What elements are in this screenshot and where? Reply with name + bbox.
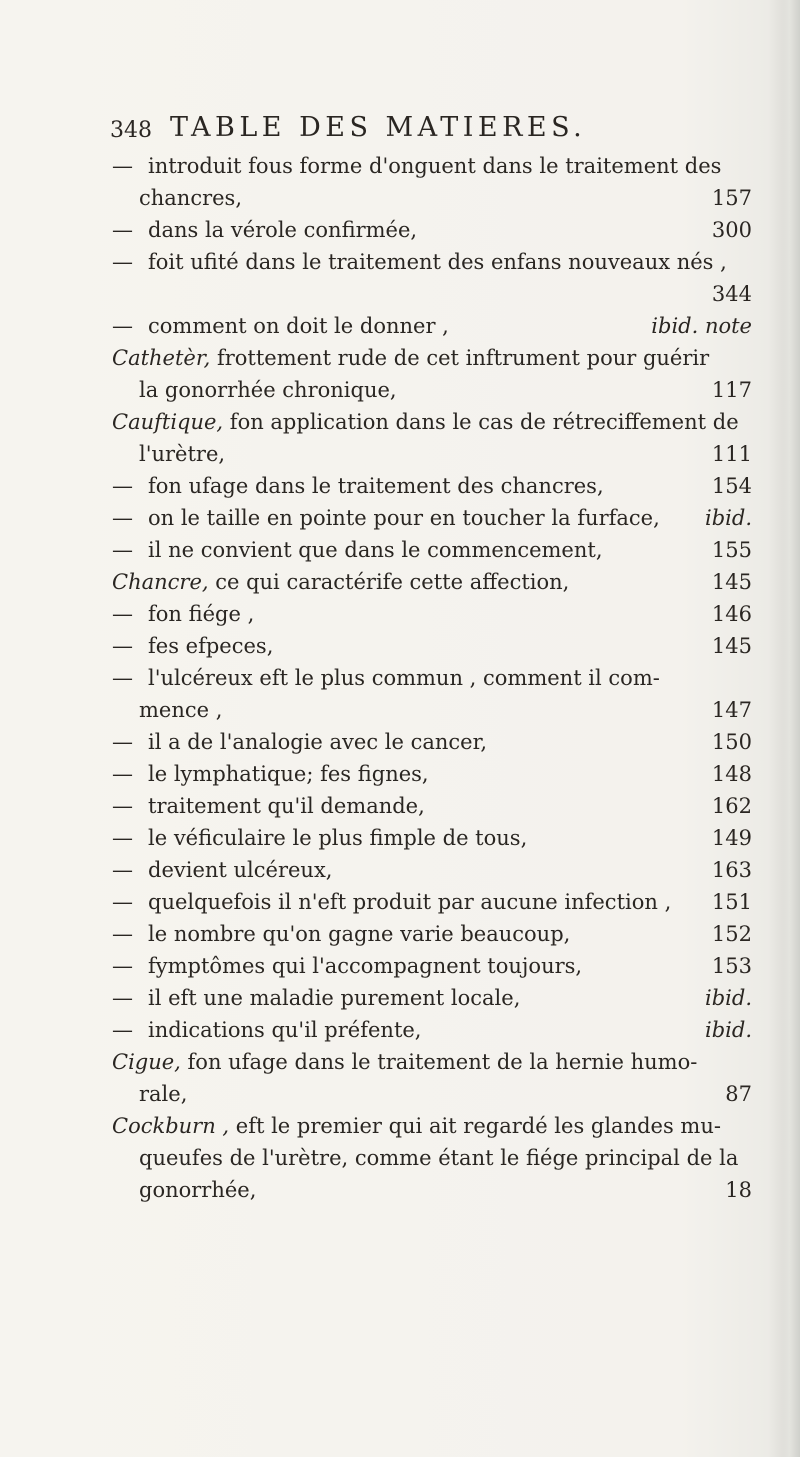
entry-text: fon fiége , xyxy=(148,602,255,626)
entry-text: indications qu'il préfente, xyxy=(148,1018,422,1042)
subentry-dash: — xyxy=(112,154,133,178)
entry-text: l'ulcéreux eft le plus commun , comment il com- xyxy=(148,666,660,690)
entry-text: le nombre qu'on gagne varie beaucoup, xyxy=(148,922,571,946)
entry-text: eft le premier qui ait regardé les glandes mu- xyxy=(235,1114,721,1138)
index-subentry xyxy=(112,502,752,534)
subentry-dash: — xyxy=(112,314,133,338)
page-reference: 157 xyxy=(711,186,752,210)
entry-text: foit ufité dans le traitement des enfans nouveaux nés , xyxy=(148,250,727,274)
subentry-dash: — xyxy=(112,922,133,946)
index-entries xyxy=(112,150,752,1206)
index-subentry xyxy=(112,726,752,758)
index-subentry xyxy=(112,662,752,694)
subentry-dash: — xyxy=(112,602,133,626)
index-subentry xyxy=(112,246,752,278)
index-subentry xyxy=(112,470,752,502)
index-subentry xyxy=(112,630,752,662)
entry-text: introduit fous forme d'onguent dans le traitement des xyxy=(148,154,722,178)
page-reference: ibid. xyxy=(705,506,752,530)
page-reference: ibid. xyxy=(705,1018,752,1042)
index-subentry xyxy=(112,310,752,342)
subentry-dash: — xyxy=(112,794,133,818)
page-reference: 163 xyxy=(711,858,752,882)
entry-text: rale, xyxy=(139,1082,188,1106)
index-subentry xyxy=(112,822,752,854)
page-reference: 111 xyxy=(711,442,752,466)
subentry-dash: — xyxy=(112,762,133,786)
page-reference: 145 xyxy=(711,634,752,658)
entry-text: il eft une maladie purement locale, xyxy=(148,986,521,1010)
entry-text: il a de l'analogie avec le cancer, xyxy=(148,730,487,754)
entry-headword: Cockburn , xyxy=(112,1114,236,1138)
index-entry xyxy=(112,566,752,598)
subentry-dash: — xyxy=(112,474,133,498)
page-edge-shadow xyxy=(782,0,800,1457)
entry-text: le lymphatique; fes fignes, xyxy=(148,762,429,786)
index-subentry xyxy=(112,918,752,950)
index-subentry xyxy=(112,534,752,566)
page-reference: 147 xyxy=(711,698,752,722)
index-entry-continuation xyxy=(112,1174,752,1206)
entry-headword: Cauftique, xyxy=(112,410,230,434)
index-entry xyxy=(112,1110,752,1142)
entry-text: mence , xyxy=(139,698,223,722)
page-reference: 162 xyxy=(711,794,752,818)
index-entry-continuation xyxy=(112,438,752,470)
subentry-dash: — xyxy=(112,890,133,914)
index-subentry xyxy=(112,790,752,822)
index-subentry xyxy=(112,150,752,182)
index-subentry xyxy=(112,214,752,246)
page-reference: 148 xyxy=(711,762,752,786)
index-subentry xyxy=(112,886,752,918)
subentry-dash: — xyxy=(112,634,133,658)
subentry-dash: — xyxy=(112,986,133,1010)
page-reference: 151 xyxy=(711,890,752,914)
entry-text: fes efpeces, xyxy=(148,634,274,658)
page-reference: ibid. note xyxy=(651,314,752,338)
page-reference: 300 xyxy=(711,218,752,242)
entry-text: ce qui caractérife cette affection, xyxy=(215,570,570,594)
entry-text: traitement qu'il demande, xyxy=(148,794,425,818)
index-entry xyxy=(112,342,752,374)
subentry-dash: — xyxy=(112,506,133,530)
page-reference: 150 xyxy=(711,730,752,754)
page-reference: 153 xyxy=(711,954,752,978)
page-title: TABLE DES MATIERES. xyxy=(170,112,587,143)
entry-headword: Cathetèr, xyxy=(112,346,217,370)
entry-text: on le taille en pointe pour en toucher la furface, xyxy=(148,506,660,530)
entry-text: devient ulcéreux, xyxy=(148,858,333,882)
page-number: 348 xyxy=(110,118,152,143)
index-subentry xyxy=(112,982,752,1014)
entry-text: la gonorrhée chronique, xyxy=(139,378,397,402)
index-entry-continuation xyxy=(112,1078,752,1110)
entry-text: chancres, xyxy=(139,186,243,210)
page-reference: 155 xyxy=(711,538,752,562)
page-reference: 87 xyxy=(725,1082,752,1106)
entry-text: fymptômes qui l'accompagnent toujours, xyxy=(148,954,583,978)
page-ref-line xyxy=(112,278,752,310)
index-subentry xyxy=(112,758,752,790)
page-reference: 154 xyxy=(711,474,752,498)
entry-text: comment on doit le donner , xyxy=(148,314,449,338)
page-reference: 146 xyxy=(711,602,752,626)
index-subentry xyxy=(112,950,752,982)
index-entry-continuation xyxy=(112,694,752,726)
entry-text: il ne convient que dans le commencement, xyxy=(148,538,603,562)
entry-text: quelquefois il n'eft produit par aucune infection , xyxy=(148,890,672,914)
subentry-dash: — xyxy=(112,666,133,690)
index-entry-continuation xyxy=(112,1142,752,1174)
page-reference: 145 xyxy=(711,570,752,594)
page-reference: 117 xyxy=(711,378,752,402)
entry-text: queufes de l'urètre, comme étant le fiége principal de la xyxy=(139,1146,739,1170)
subentry-dash: — xyxy=(112,858,133,882)
subentry-dash: — xyxy=(112,730,133,754)
entry-text: fon ufage dans le traitement de la hernie humo- xyxy=(187,1050,698,1074)
entry-text: fon application dans le cas de rétreciffement de xyxy=(229,410,739,434)
page-reference: 149 xyxy=(711,826,752,850)
subentry-dash: — xyxy=(112,826,133,850)
index-entry xyxy=(112,406,752,438)
entry-text: le véficulaire le plus fimple de tous, xyxy=(148,826,528,850)
page-reference: ibid. xyxy=(705,986,752,1010)
index-entry-continuation xyxy=(112,182,752,214)
subentry-dash: — xyxy=(112,954,133,978)
entry-headword: Chancre, xyxy=(112,570,216,594)
subentry-dash: — xyxy=(112,1018,133,1042)
subentry-dash: — xyxy=(112,250,133,274)
page-reference: 152 xyxy=(711,922,752,946)
index-entry xyxy=(112,1046,752,1078)
entry-text: l'urètre, xyxy=(139,442,226,466)
index-subentry xyxy=(112,1014,752,1046)
subentry-dash: — xyxy=(112,218,133,242)
subentry-dash: — xyxy=(112,538,133,562)
index-subentry xyxy=(112,854,752,886)
index-entry-continuation xyxy=(112,374,752,406)
entry-text: dans la vérole confirmée, xyxy=(148,218,418,242)
page-reference: 18 xyxy=(725,1178,752,1202)
index-subentry xyxy=(112,598,752,630)
entry-text: fon ufage dans le traitement des chancres, xyxy=(148,474,604,498)
entry-headword: Cigue, xyxy=(112,1050,188,1074)
entry-text: frottement rude de cet inftrument pour guérir xyxy=(216,346,710,370)
page-reference: 344 xyxy=(711,282,752,306)
entry-text: gonorrhée, xyxy=(139,1178,257,1202)
page-header xyxy=(110,112,750,148)
